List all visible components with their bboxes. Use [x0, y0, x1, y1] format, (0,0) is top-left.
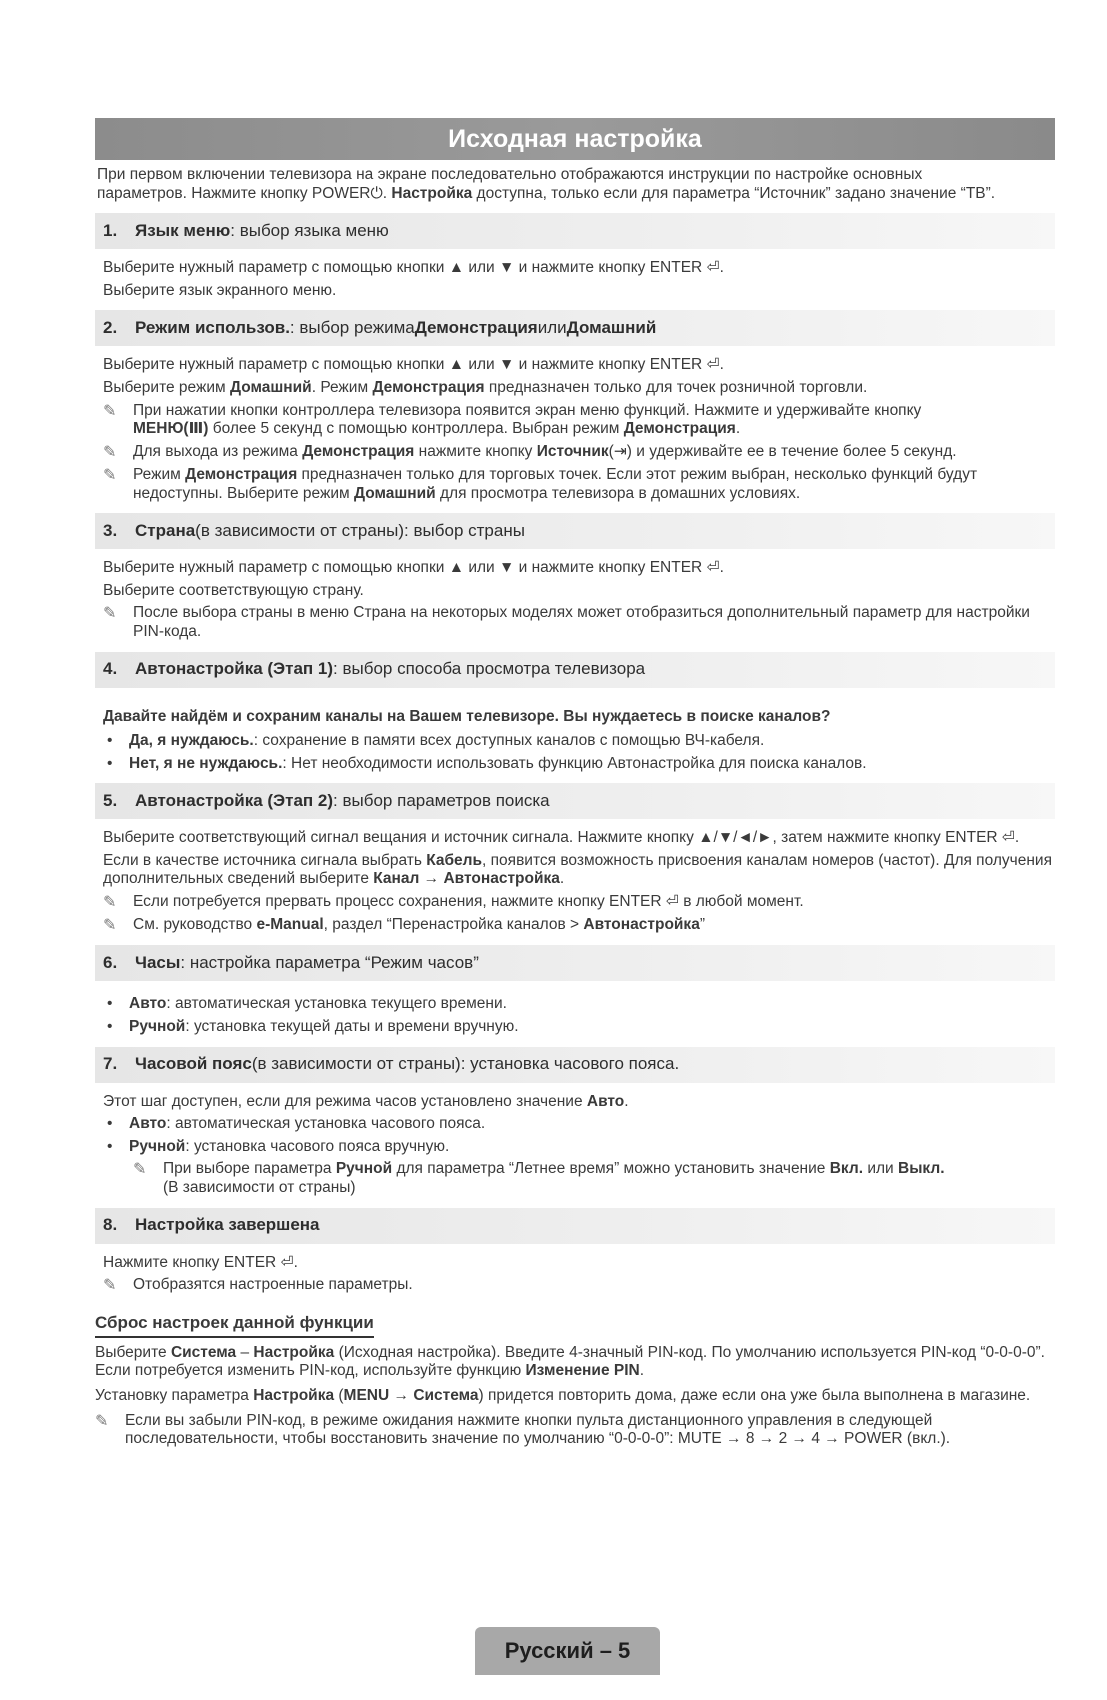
note: ✎ См. руководство e-Manual, раздел “Перенастройка каналов > Автонастройка” — [103, 916, 705, 935]
question: Давайте найдём и сохраним каналы на Вашем телевизоре. Вы нуждаетесь в поиске каналов? — [103, 707, 831, 725]
section-4-heading: 4. Автонастройка (Этап 1) : выбор способа просмотра телевизора — [95, 652, 1055, 688]
enter-icon: ⏎ — [665, 893, 679, 911]
enter-icon: ⏎ — [280, 1253, 294, 1271]
page-title: Исходная настройка — [95, 118, 1055, 160]
note-icon: ✎ — [103, 894, 117, 912]
section-6-heading: 6. Часы : настройка параметра “Режим часов” — [95, 945, 1055, 981]
section-5-body: Выберите соответствующий сигнал вещания и источник сигнала. Нажмите кнопку ▲/▼/◄/►, затем нажмите кнопку ENTER ⏎. Если в качестве источника сигнала выбрать Кабель, появится возможность присвоения каналам номеров (частот). Для получения дополнительных сведений выберите Канал → Автонастройка. ✎ Если потребуется прервать процесс сохранения, нажмите кнопку ENTER ⏎ в любой момент. ✎ См. руководство e-Manual, раздел “Перенастройка каналов > Автонастройка” — [95, 819, 1055, 935]
note: ✎ Режим Демонстрация предназначен только для торговых точек. Если этот режим выбран, несколько функций будут недоступны. Выберите режим Домашний для просмотра телевизора в домашних условиях. — [103, 465, 978, 502]
section-7-heading: 7. Часовой пояс (в зависимости от страны): установка часового пояса. — [95, 1047, 1055, 1083]
enter-icon: ⏎ — [1001, 829, 1015, 847]
intro-text: При первом включении телевизора на экране последовательно отображаются инструкции по настройке основных параметров. Нажмите кнопку POWER⏻. Настройка доступна, только если для параметра “Источник” задано значение “ТВ”. — [97, 166, 996, 202]
section-2-heading: 2. Режим использов. : выбор режима Демонстрация или Домашний — [95, 310, 1055, 346]
note: ✎ Для выхода из режима Демонстрация нажмите кнопку Источник(⇥) и удерживайте ее в течение более 5 секунд. — [103, 442, 957, 461]
reset-body: Выберите Система – Настройка (Исходная настройка). Введите 4-значный PIN-код. По умолчанию используется PIN-код “0-0-0-0”. Если потребуется изменить PIN-код, используйте функцию Изменение PIN. Установку параметра Настройка (MENU → Система) придется повторить дома, даже если она уже была выполнена в магазине. ✎ Если вы забыли PIN-код, в режиме ожидания нажмите кнопки пульта дистанционного управления в следующей последовательности, чтобы восстановить значение по умолчанию “0-0-0-0”: MUTE → 8 → 2 → 4 → POWER (вкл.). — [95, 1344, 1055, 1449]
list-item: • Нет, я не нуждаюсь.: Нет необходимости использовать функцию Автонастройка для поиска каналов. — [103, 755, 1055, 774]
section-1-body: Выберите нужный параметр с помощью кнопки ▲ или ▼ и нажмите кнопку ENTER ⏎. Выберите язык экранного меню. — [103, 259, 724, 299]
section-3-heading: 3. Страна (в зависимости от страны): выбор страны — [95, 513, 1055, 549]
page-content — [95, 118, 1055, 1453]
enter-icon: ⏎ — [706, 356, 720, 374]
note: ✎ При выборе параметра Ручной для параметра “Летнее время” можно установить значение Вкл. или Выкл. (В зависимости от страны) — [133, 1160, 945, 1196]
note: ✎ После выбора страны в меню Страна на некоторых моделях может отобразиться дополнительный параметр для настройки PIN-кода. — [103, 604, 1030, 640]
note-icon: ✎ — [103, 1277, 117, 1295]
list-item: • Авто: автоматическая установка текущего времени. — [103, 995, 1055, 1014]
enter-icon: ⏎ — [706, 259, 720, 277]
list-item: • Ручной: установка текущей даты и времени вручную. — [103, 1018, 1055, 1037]
note: ✎ Если потребуется прервать процесс сохранения, нажмите кнопку ENTER ⏎ в любой момент. — [103, 893, 804, 912]
list-item: • Да, я нуждаюсь.: сохранение в памяти всех доступных каналов с помощью ВЧ-кабеля. — [103, 732, 1055, 751]
list-item: • Ручной: установка часового пояса вручную. — [103, 1138, 1055, 1157]
note: ✎ Если вы забыли PIN-код, в режиме ожидания нажмите кнопки пульта дистанционного управления в следующей последовательности, чтобы восстановить значение по умолчанию “0-0-0-0”: MUTE → 8 → 2 → 4 → POWER (вкл.). — [95, 1411, 951, 1448]
section-3-body: Выберите нужный параметр с помощью кнопки ▲ или ▼ и нажмите кнопку ENTER ⏎. Выберите соответствующую страну. ✎ После выбора страны в меню Страна на некоторых моделях может отобразиться дополнительный параметр для настройки PIN-кода. — [95, 549, 1055, 641]
reset-heading: Сброс настроек данной функции — [95, 1313, 374, 1337]
note-icon: ✎ — [133, 1161, 147, 1179]
note-icon: ✎ — [103, 917, 117, 935]
note-icon: ✎ — [103, 605, 117, 623]
section-6-body — [95, 981, 1055, 1036]
power-icon: ⏻ — [370, 184, 383, 202]
note: ✎ При нажатии кнопки контроллера телевизора появится экран меню функций. Нажмите и удерживайте кнопку МЕНЮ(Ⅲ) более 5 секунд с помощью контроллера. Выбран режим Демонстрация. — [103, 401, 922, 438]
note: ✎ Отобразятся настроенные параметры. — [103, 1276, 413, 1295]
page-number: Русский – 5 — [475, 1627, 660, 1675]
enter-icon: ⏎ — [706, 559, 720, 577]
section-7-body: Этот шаг доступен, если для режима часов установлено значение Авто. • Авто: автоматическая установка часового пояса. • Ручной: установка часового пояса вручную. ✎ При выборе параметра Ручной для параметра “Летнее время” можно установить значение Вкл. или Выкл. (В зависимости от страны) — [95, 1083, 1055, 1198]
note-icon: ✎ — [103, 443, 117, 461]
note-icon: ✎ — [95, 1412, 109, 1430]
section-1-heading: 1. Язык меню : выбор языка меню — [95, 213, 1055, 249]
list-item: • Авто: автоматическая установка часового пояса. — [103, 1115, 1055, 1134]
section-2-body: Выберите нужный параметр с помощью кнопки ▲ или ▼ и нажмите кнопку ENTER ⏎. Выберите режим Домашний. Режим Демонстрация предназначен только для точек розничной торговли. ✎ При нажатии кнопки контроллера телевизора появится экран меню функций. Нажмите и удерживайте кнопку МЕНЮ(Ⅲ) более 5 секунд с помощью контроллера. Выбран режим Демонстрация. ✎ Для выхода из режима Демонстрация нажмите кнопку Источник(⇥) и удерживайте ее в течение более 5 секунд. ✎ Режим Демонстрация предназначен только для торговых точек. Если этот режим выбран, несколько функций будут недоступны. Выберите режим Домашний для просмотра телевизора в домашних условиях. — [95, 346, 1055, 503]
section-4-body — [95, 688, 1055, 774]
section-5-heading: 5. Автонастройка (Этап 2) : выбор параметров поиска — [95, 783, 1055, 819]
section-8-heading: 8. Настройка завершена — [95, 1208, 1055, 1244]
section-8-body: Нажмите кнопку ENTER ⏎. ✎ Отобразятся настроенные параметры. — [95, 1244, 1055, 1296]
note-icon: ✎ — [103, 466, 117, 484]
note-icon: ✎ — [103, 402, 117, 420]
